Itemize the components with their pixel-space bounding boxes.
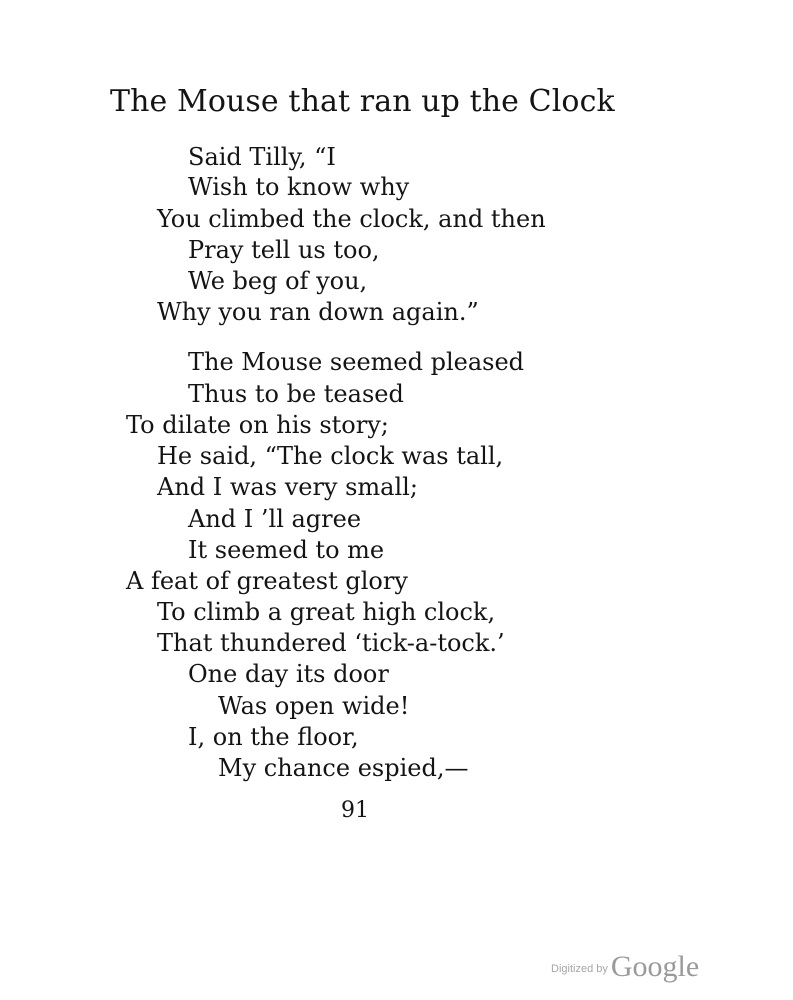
poem-line: One day its door: [188, 660, 389, 688]
poem-line: And I was very small;: [157, 473, 418, 501]
poem-line: Was open wide!: [218, 692, 410, 720]
poem-line: The Mouse seemed pleased: [188, 348, 525, 376]
poem-line: It seemed to me: [188, 536, 385, 564]
poem-line: A feat of greatest glory: [126, 567, 408, 595]
poem-line: My chance espied,—: [218, 754, 469, 782]
poem-line: Pray tell us too,: [188, 236, 380, 264]
poem-line: You climbed the clock, and then: [157, 205, 546, 233]
google-logo: Google: [610, 950, 700, 983]
poem-line: Wish to know why: [188, 173, 410, 201]
poem-line: Said Tilly, “I: [188, 143, 336, 171]
poem-line: Thus to be teased: [188, 380, 404, 408]
poem-line: That thundered ‘tick-a-tock.’: [157, 629, 505, 657]
poem-line: He said, “The clock was tall,: [157, 442, 504, 470]
watermark-prefix: Digitized by: [551, 963, 608, 975]
poem-line: And I ’ll agree: [188, 505, 362, 533]
poem-line: I, on the floor,: [188, 723, 359, 751]
digitized-by-google-watermark: [551, 950, 699, 984]
page-number: 91: [341, 798, 369, 823]
poem-title: The Mouse that ran up the Clock: [110, 84, 615, 119]
poem-line: To climb a great high clock,: [157, 598, 496, 626]
poem-line: Why you ran down again.”: [157, 298, 479, 326]
poem-line: To dilate on his story;: [126, 411, 389, 439]
poem-line: We beg of you,: [188, 267, 368, 295]
